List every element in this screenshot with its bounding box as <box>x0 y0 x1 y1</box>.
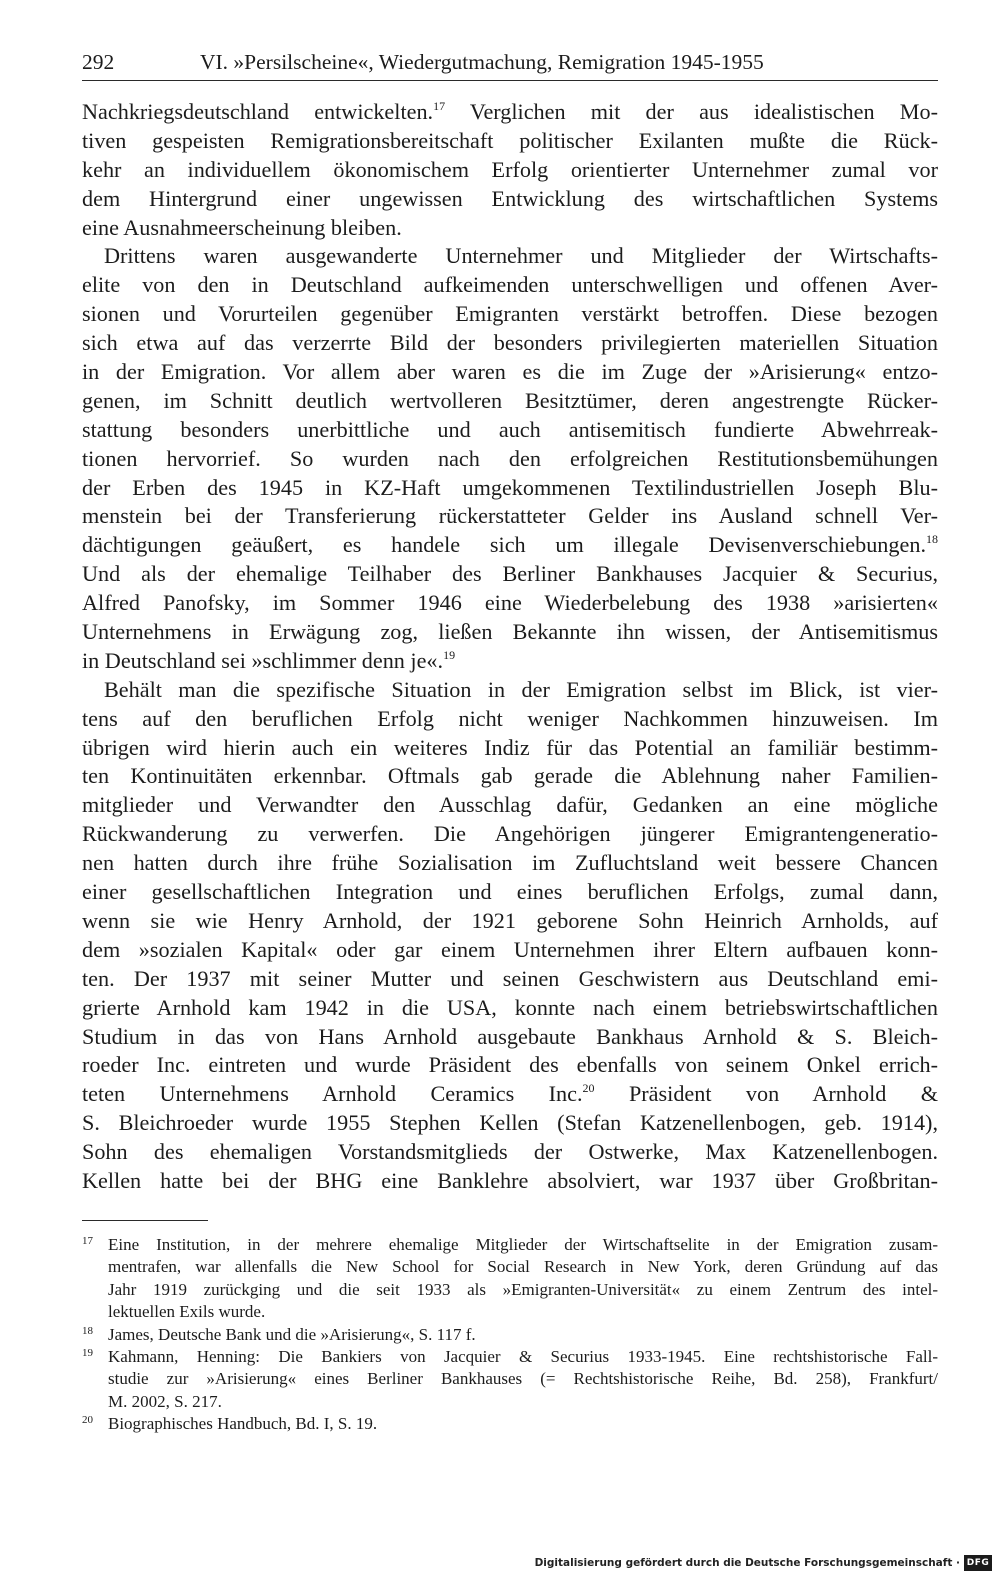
text-line <box>82 936 938 965</box>
text-line <box>82 531 938 560</box>
line-text: stattung besonders unerbittliche und auch antisemitisch fundierte Abwehrreak- <box>82 416 938 442</box>
line-text: grierte Arnhold kam 1942 in die USA, konnte nach einem betriebswirtschaftlichen <box>82 994 938 1020</box>
text-line <box>82 1167 938 1196</box>
footnote-reference: 19 <box>443 647 456 662</box>
line-text: kehr an individuellem ökonomischem Erfolg orientierter Unternehmer zumal vor <box>82 156 938 182</box>
footnote <box>82 1413 938 1435</box>
line-text: wenn sie wie Henry Arnhold, der 1921 geborene Sohn Heinrich Arnholds, auf <box>82 907 938 933</box>
line-text: in Deutschland sei »schlimmer denn je«. <box>82 647 444 673</box>
line-text: S. Bleichroeder wurde 1955 Stephen Kellen (Stefan Katzenellenbogen, geb. 1914), <box>82 1110 938 1136</box>
footnote-line: Biographisches Handbuch, Bd. I, S. 19. <box>108 1414 378 1434</box>
text-line <box>82 1109 938 1138</box>
footnotes <box>82 1234 938 1436</box>
footnote-line: lektuellen Exils wurde. <box>108 1302 266 1322</box>
text-line <box>82 994 938 1023</box>
line-text: übrigen wird hierin auch ein weiteres Indiz für das Potential an familiär bestimm- <box>82 734 938 760</box>
text-line <box>82 878 938 907</box>
footnote-line: Jahr 1919 zurückging und die seit 1933 als »Emigranten-Universität« zu einem Zentrum des intel- <box>108 1279 938 1299</box>
text-line <box>82 242 938 271</box>
line-text: ten Kontinuitäten erkennbar. Oftmals gab gerade die Ablehnung naher Familien- <box>82 763 938 789</box>
line-text: Kellen hatte bei der BHG eine Banklehre absolviert, war 1937 über Großbritan- <box>82 1167 938 1193</box>
line-text: Alfred Panofsky, im Sommer 1946 eine Wiederbelebung des 1938 »arisierten« <box>82 590 938 616</box>
text-line <box>82 734 938 763</box>
line-text: tiven gespeisten Remigrationsbereitschaft politischer Exilanten mußte die Rück- <box>82 127 938 153</box>
footnote-reference: 20 <box>582 1081 595 1096</box>
credit-text: Digitalisierung gefördert durch die Deutsche Forschungsgemeinschaft · <box>534 1557 960 1569</box>
text-line <box>82 445 938 474</box>
footnote-reference: 17 <box>433 99 446 113</box>
text-line <box>82 271 938 300</box>
text-line <box>82 358 938 387</box>
footnote <box>82 1346 938 1413</box>
line-text: einer gesellschaftlichen Integration und eines beruflichen Erfolgs, zumal dann, <box>82 879 938 905</box>
text-line <box>82 98 938 127</box>
text-line <box>82 705 938 734</box>
line-text: Unternehmens in Erwägung zog, ließen Bekannte ihn wissen, der Antisemitismus <box>82 619 938 645</box>
running-title: VI. »Persilscheine«, Wiedergutmachung, Remigration 1945-1955 <box>200 50 764 74</box>
running-header <box>82 44 938 81</box>
line-text: nen hatten durch ihre frühe Sozialisation im Zufluchtsland weit bessere Chancen <box>82 850 938 876</box>
line-text: Drittens waren ausgewanderte Unternehmer und Mitglieder der Wirtschafts- <box>104 243 938 269</box>
text-line <box>82 156 938 185</box>
text-line <box>82 127 938 156</box>
page-number: 292 <box>82 50 115 74</box>
text-line <box>82 762 938 791</box>
line-text: tens auf den beruflichen Erfolg nicht weniger Nachkommen hinzuweisen. Im <box>82 705 938 731</box>
line-text: genen, im Schnitt deutlich wertvolleren Besitztümer, deren angestrengte Rücker- <box>82 387 938 413</box>
line-text: mitglieder und Verwandter den Ausschlag dafür, Gedanken an eine mögliche <box>82 792 938 818</box>
line-text: Behält man die spezifische Situation in der Emigration selbst im Blick, ist vier- <box>104 676 938 702</box>
text-line <box>82 474 938 503</box>
footnote-line: Eine Institution, in der mehrere ehemalige Mitglieder der Wirtschaftselite in der Emigration zusam- <box>108 1235 938 1254</box>
text-line <box>82 849 938 878</box>
footnote-line: studie zur »Arisierung« eines Berliner Bankhauses (= Rechtshistorische Reihe, Bd. 258), Frankfurt/ <box>108 1369 938 1389</box>
text-line <box>82 676 938 705</box>
text-line <box>82 214 938 243</box>
line-text: teten Unternehmens Arnhold Ceramics Inc. <box>82 1081 583 1107</box>
footnote-rule <box>82 1220 208 1221</box>
footnote-line: James, Deutsche Bank und die »Arisierung«, S. 117 f. <box>108 1324 476 1344</box>
line-text: dem Hintergrund einer ungewissen Entwicklung des wirtschaftlichen Systems <box>82 185 938 211</box>
footnote-reference: 18 <box>926 532 938 547</box>
text-line <box>82 820 938 849</box>
text-line <box>82 589 938 618</box>
footnote-number: 18 <box>82 1324 93 1337</box>
main-text <box>82 98 938 1196</box>
line-text: Sohn des ehemaligen Vorstandsmitglieds der Ostwerke, Max Katzenellenbogen. <box>82 1139 938 1165</box>
text-line <box>82 300 938 329</box>
line-text: Und als der ehemalige Teilhaber des Berliner Bankhauses Jacquier & Securius, <box>82 561 938 587</box>
line-text: sich etwa auf das verzerrte Bild der besonders privilegierten materiellen Situation <box>82 330 938 356</box>
line-text: eine Ausnahmeerscheinung bleiben. <box>82 214 402 240</box>
line-text: sionen und Vorurteilen gegenüber Emigranten verstärkt betroffen. Diese bezogen <box>82 301 938 327</box>
dfg-logo: DFG <box>964 1555 992 1571</box>
text-line <box>82 329 938 358</box>
line-text-continued: Verglichen mit der aus idealistischen Mo- <box>445 99 938 124</box>
footnote-number: 17 <box>82 1235 93 1247</box>
text-line <box>82 791 938 820</box>
footnote-line: mentrafen, war allenfalls die New School for Social Research in New York, deren Gründung auf das <box>108 1257 938 1277</box>
line-text: tionen hervorrief. So wurden nach den erfolgreichen Restitutionsbemühungen <box>82 445 938 471</box>
text-line <box>82 618 938 647</box>
footnote <box>82 1324 938 1346</box>
text-line <box>82 907 938 936</box>
line-text: elite von den in Deutschland aufkeimenden unterschwelligen und offenen Aver- <box>82 272 938 298</box>
text-line <box>82 965 938 994</box>
line-text: dem »sozialen Kapital« oder gar einem Unternehmen ihrer Eltern aufbauen konn- <box>82 936 938 962</box>
footnote-line: Kahmann, Henning: Die Bankiers von Jacquier & Securius 1933-1945. Eine rechtshistorische Fall- <box>108 1346 938 1366</box>
text-line <box>82 1080 938 1109</box>
line-text: Nachkriegsdeutschland entwickelten. <box>82 99 434 124</box>
text-line <box>82 416 938 445</box>
footnote-number: 20 <box>82 1414 93 1427</box>
text-line <box>82 560 938 589</box>
line-text: roeder Inc. eintreten und wurde Präsident des ebenfalls von seinem Onkel errich- <box>82 1052 938 1078</box>
text-line <box>82 387 938 416</box>
line-text: der Erben des 1945 in KZ-Haft umgekommenen Textilindustriellen Joseph Blu- <box>82 474 938 500</box>
digitization-credit <box>535 1554 992 1572</box>
text-line <box>82 1138 938 1167</box>
footnote <box>82 1234 938 1324</box>
line-text: menstein bei der Transferierung rückerstatteter Gelder ins Ausland schnell Ver- <box>82 503 938 529</box>
line-text-continued: Präsident von Arnhold & <box>594 1081 938 1107</box>
line-text: dächtigungen geäußert, es handele sich um illegale Devisenverschiebungen. <box>82 532 926 558</box>
footnote-number: 19 <box>82 1346 93 1359</box>
text-line <box>82 647 938 676</box>
line-text: Studium in das von Hans Arnhold ausgebaute Bankhaus Arnhold & S. Bleich- <box>82 1023 938 1049</box>
line-text: Rückwanderung zu verwerfen. Die Angehörigen jüngerer Emigrantengeneratio- <box>82 821 938 847</box>
text-line <box>82 1023 938 1052</box>
footnote-line: M. 2002, S. 217. <box>108 1391 222 1411</box>
text-line <box>82 1051 938 1080</box>
line-text: ten. Der 1937 mit seiner Mutter und seinen Geschwistern aus Deutschland emi- <box>82 965 938 991</box>
text-line <box>82 185 938 214</box>
text-line <box>82 502 938 531</box>
line-text: in der Emigration. Vor allem aber waren es die im Zuge der »Arisierung« entzo- <box>82 359 938 385</box>
